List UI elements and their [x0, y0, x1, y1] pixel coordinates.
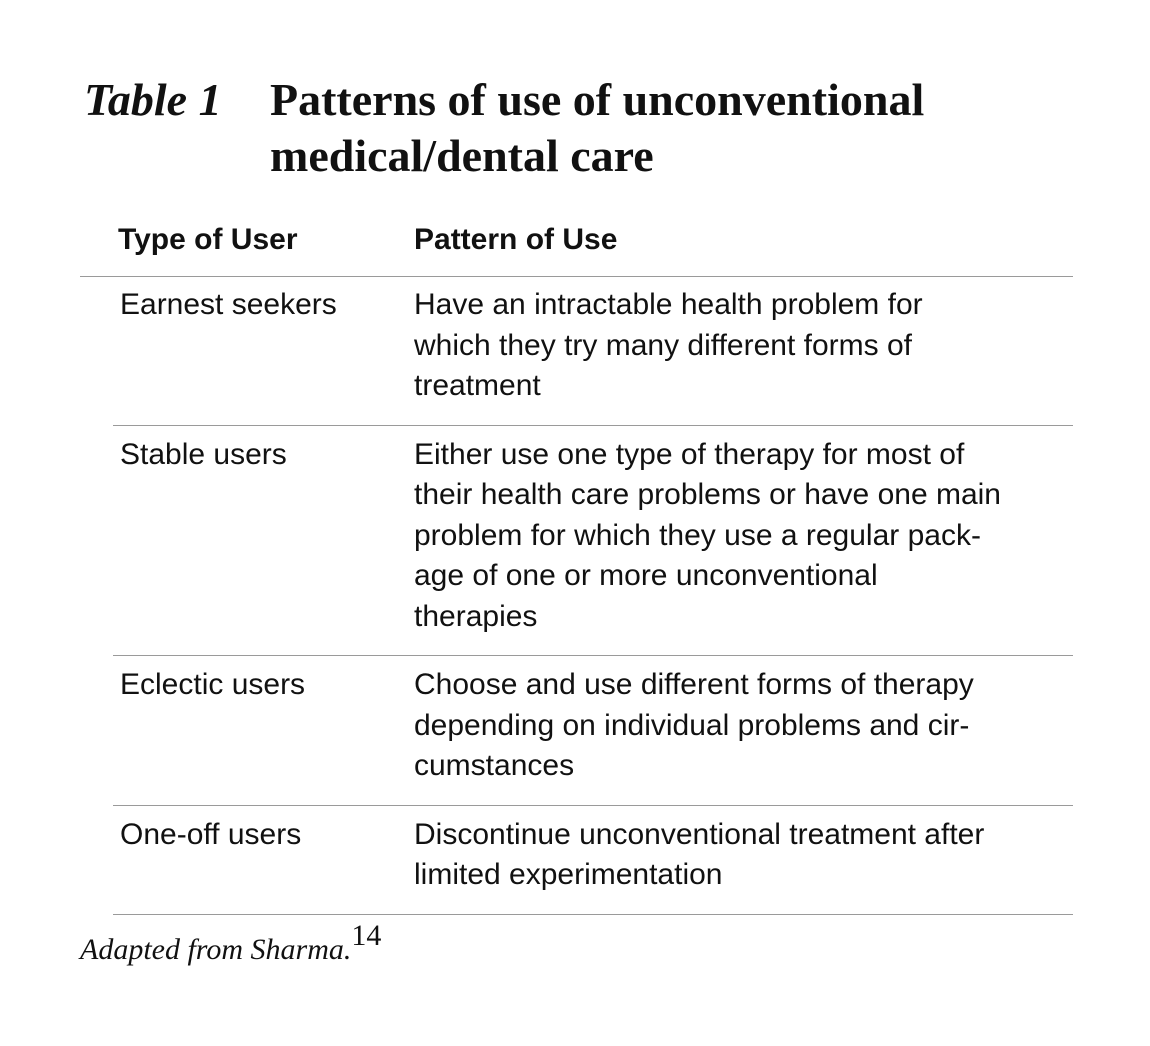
user-type-cell: Eclectic users	[120, 668, 306, 701]
pattern-cell: Discontinue unconventional treatment after limited experimentation	[414, 817, 985, 891]
reference-number: 14	[351, 919, 382, 952]
user-type-cell: Stable users	[120, 437, 287, 471]
table-row	[113, 276, 1073, 426]
pattern-cell: Have an intractable health problem for which they try many different forms of treatment	[414, 288, 923, 402]
table-row	[113, 806, 1073, 915]
pattern-cell: Either use one type of therapy for most of their health care problems or have one main problem for which they use a regular pack- age of one or more unconventional therapies	[414, 437, 1001, 633]
source-text: Adapted from Sharma.	[80, 933, 352, 966]
table-title: Patterns of use of unconventional medical/dental care	[270, 74, 925, 181]
table-row	[113, 656, 1073, 806]
user-type-cell: Earnest seekers	[120, 288, 337, 321]
pattern-cell: Choose and use different forms of therapy depending on individual problems and cir- cumstances	[414, 668, 974, 782]
column-header-user-type: Type of User	[118, 223, 298, 256]
table-row	[113, 426, 1073, 657]
table-label: Table 1	[84, 74, 222, 125]
table-source-note	[80, 919, 382, 970]
user-type-cell: One-off users	[120, 817, 302, 851]
column-header-pattern: Pattern of Use	[414, 223, 618, 256]
table-header-row	[80, 214, 1073, 277]
table-body	[113, 276, 1073, 915]
